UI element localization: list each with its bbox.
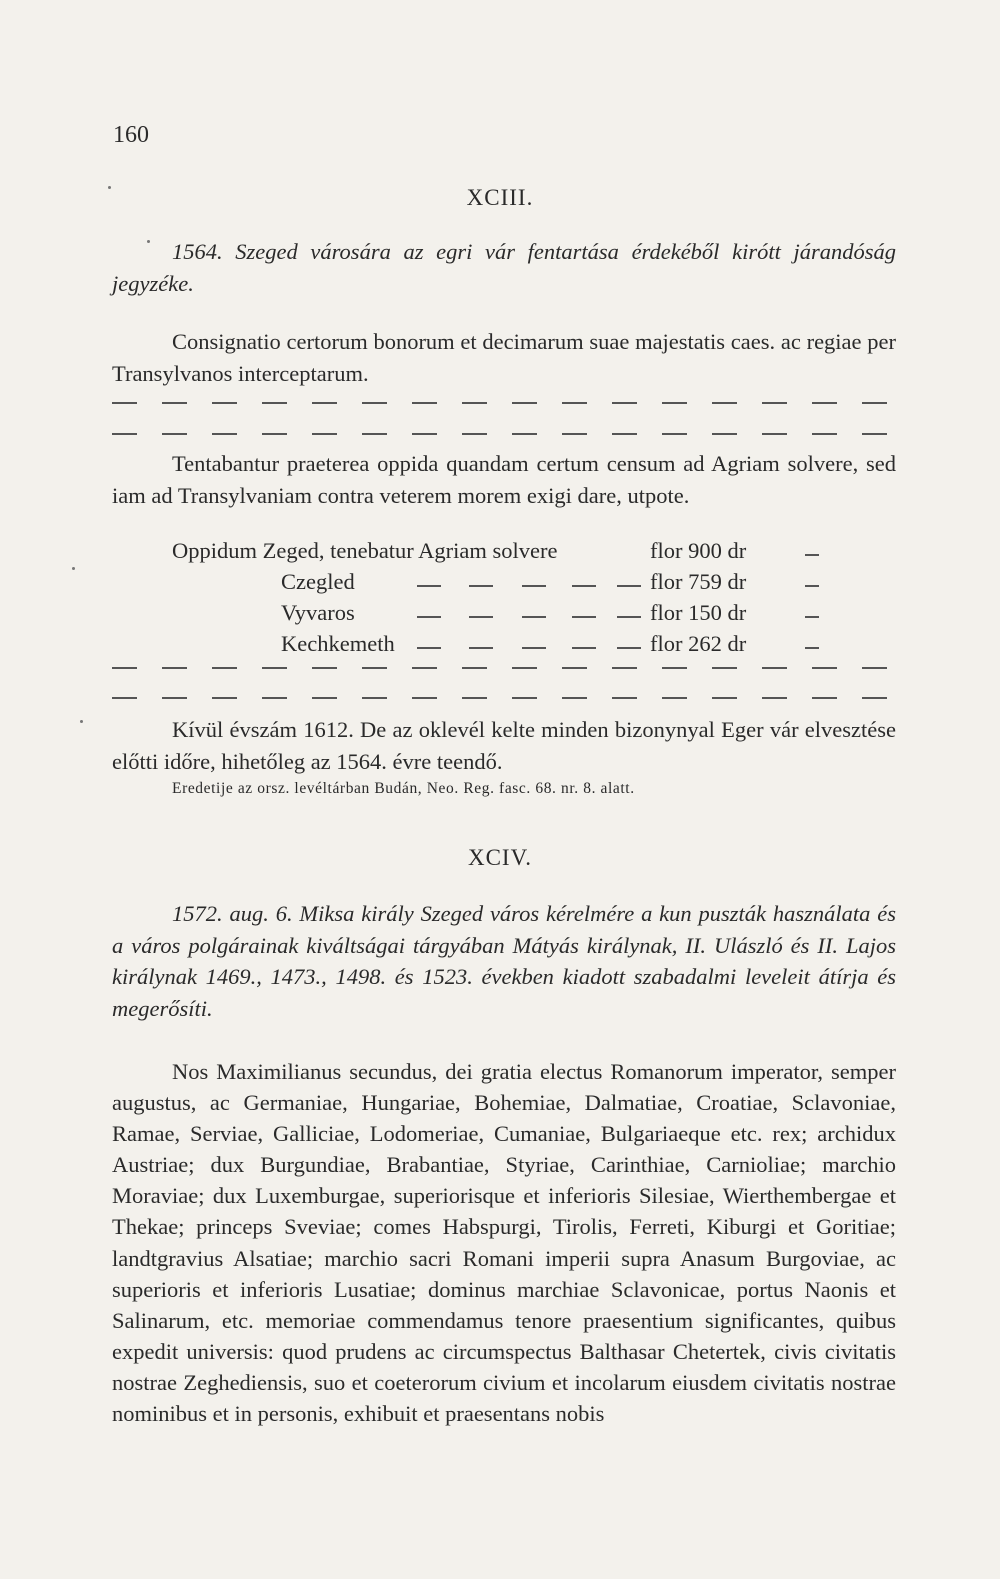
- leader-dash: [417, 647, 441, 649]
- leader-dash: [417, 616, 441, 618]
- amount: flor 150 dr: [650, 600, 747, 625]
- leader-dash: [805, 585, 819, 587]
- leader-dash: [417, 585, 441, 587]
- leader-dash: [805, 554, 819, 556]
- source-note: Eredetije az orsz. levéltárban Budán, Neo. Reg. fasc. 68. nr. 8. alatt.: [172, 780, 635, 797]
- leader-dash: [522, 616, 546, 618]
- leader-dash: [469, 585, 493, 587]
- amount: flor 262 dr: [650, 631, 747, 656]
- amount: flor 759 dr: [650, 569, 747, 594]
- omission-dashes: [112, 667, 896, 669]
- omission-dashes: [112, 697, 896, 699]
- leader-dash: [617, 585, 641, 587]
- town-name: Kechkemeth: [281, 631, 395, 656]
- leader-dash: [805, 647, 819, 649]
- intro-paragraph: Consignatio certorum bonorum et decimarum suae majestatis caes. ac regiae per Transylvanos interceptarum.: [112, 329, 896, 386]
- town-name: Oppidum Zeged, tenebatur Agriam solvere: [172, 538, 558, 563]
- census-paragraph: Tentabantur praeterea oppida quandam certum censum ad Agriam solvere, sed iam ad Transylvaniam contra veterem morem exigi dare, utpote.: [112, 451, 896, 508]
- omission-dashes: [112, 402, 896, 404]
- leader-dash: [617, 647, 641, 649]
- leader-dash: [617, 616, 641, 618]
- leader-dash: [469, 616, 493, 618]
- print-speck: [108, 186, 111, 189]
- leader-dash: [522, 647, 546, 649]
- town-name: Czegled: [281, 569, 355, 594]
- print-speck: [72, 567, 75, 570]
- section-title-xciii: 1564. Szeged városára az egri vár fentartása érdekéből kirótt járandóság jegyzéke.: [112, 239, 896, 296]
- section-title-xciv: 1572. aug. 6. Miksa király Szeged város kérelmére a kun puszták használata és a város polgárainak kiváltságai tárgyában Mátyás királynak, II. Ulászló és II. Lajos királynak 1469., 1473., 1498. és 1523. években kiadott szabadalmi leveleit átírja és megerősíti.: [112, 901, 896, 1021]
- leader-dash: [469, 647, 493, 649]
- page-number: 160: [113, 122, 149, 148]
- table-row: [0, 538, 1000, 570]
- table-row: [0, 600, 1000, 632]
- leader-dash: [572, 647, 596, 649]
- section-heading-xciv: XCIV.: [467, 845, 532, 870]
- town-name: Vyvaros: [281, 600, 355, 625]
- omission-dashes: [112, 433, 896, 435]
- amount: flor 900 dr: [650, 538, 747, 563]
- leader-dash: [572, 616, 596, 618]
- charter-paragraph: Nos Maximilianus secundus, dei gratia electus Romanorum imperator, semper augustus, ac Germaniae, Hungariae, Bohemiae, Dalmatiae, Croatiae, Sclavoniae, Ramae, Serviae, Galliciae, Lodomeriae, Cumaniae, Bulgariaeque etc. rex; archidux Austriae; dux Burgundiae, Brabantiae, Styriae, Carinthiae, Carnioliae; marchio Moraviae; dux Luxemburgae, superiorisque et inferioris Silesiae, Wierthembergae et Thekae; princeps Sveviae; comes Habspurgi, Tirolis, Ferreti, Kiburgi et Goritiae; landtgravius Alsatiae; marchio sacri Romani imperii supra Anasum Burgoviae, ac superioris et inferioris Lusatiae; dominus marchiae Sclavonicae, portus Naonis et Salinarum, etc. memoriae commendamus tenore praesentium significantes, quibus expedit universis: quod prudens ac circumspectus Balthasar Chetertek, civis civitatis nostrae Zeghediensis, suo et coeterorum civium et incolarum eiusdem civitatis nostrae nominibus et in personis, exhibuit et praesentans nobis: [112, 1059, 896, 1427]
- leader-dash: [805, 616, 819, 618]
- print-speck: [80, 720, 83, 723]
- table-row: [0, 631, 1000, 663]
- remark-paragraph: Kívül évszám 1612. De az oklevél kelte minden bizonynyal Eger vár elvesztése előtti időre, hihetőleg az 1564. évre teendő.: [112, 717, 896, 774]
- section-heading-xciii: XCIII.: [466, 185, 534, 210]
- table-row: [0, 569, 1000, 601]
- leader-dash: [522, 585, 546, 587]
- leader-dash: [572, 585, 596, 587]
- print-speck: [147, 240, 150, 243]
